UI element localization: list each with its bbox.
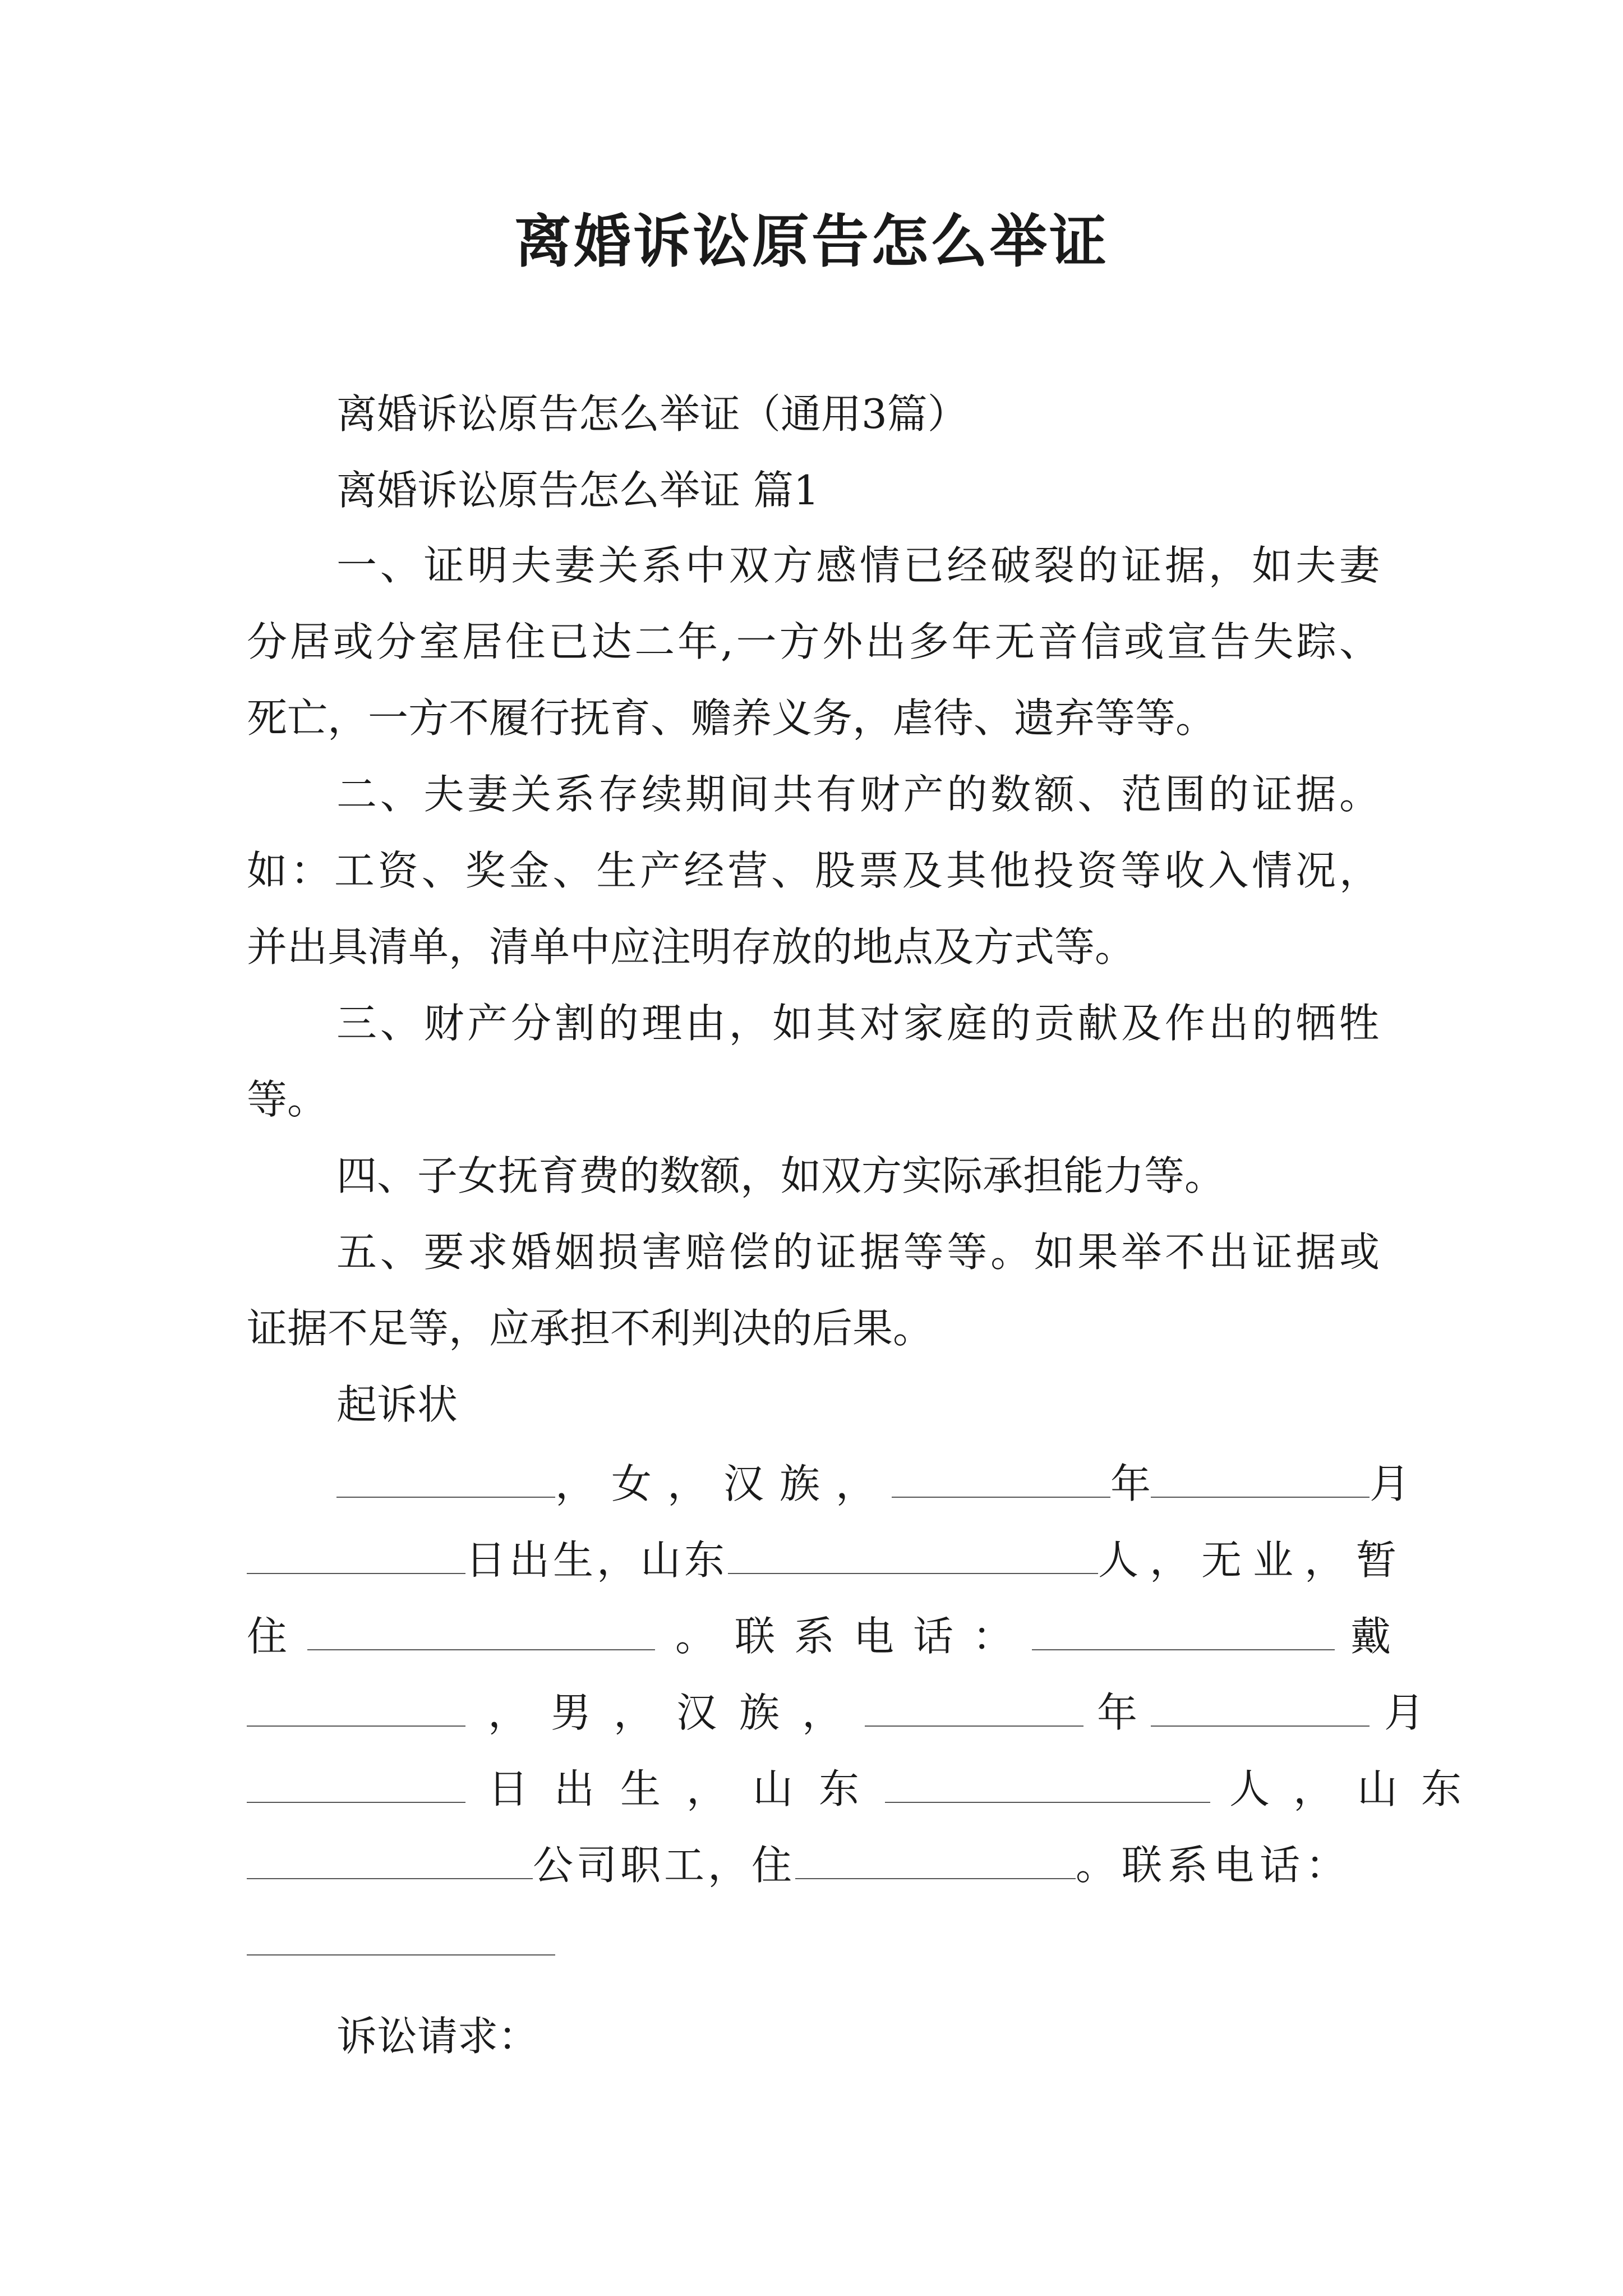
paragraph-2-line-2: 如：工资、奖金、生产经营、股票及其他投资等收入情况， <box>247 847 1380 894</box>
paragraph-3-line-1: 三、财产分割的理由，如其对家庭的贡献及作出的牺牲 <box>336 1000 1380 1047</box>
hometown-blank[interactable] <box>885 1758 1210 1803</box>
paragraph-1-line-2: 分居或分室居住已达二年,一方外出多年无音信或宣告失踪、 <box>247 618 1380 665</box>
form-text: 公司职工，住 <box>533 1842 796 1889</box>
form-line-5 <box>247 1758 1486 1814</box>
year-blank[interactable] <box>865 1682 1083 1727</box>
form-text: 人，无业，暂 <box>1098 1536 1408 1584</box>
form-line-4 <box>247 1682 1425 1738</box>
company-blank[interactable] <box>247 1834 533 1879</box>
section-heading: 离婚诉讼原告怎么举证 篇1 <box>336 467 819 514</box>
phone-blank[interactable] <box>247 1911 555 1955</box>
name-blank[interactable] <box>247 1682 465 1727</box>
form-text: 月 <box>1384 1689 1425 1736</box>
form-text: 。联系电话： <box>675 1613 1032 1660</box>
residence-blank[interactable] <box>795 1834 1076 1879</box>
paragraph-5-line-1: 五、要求婚姻损害赔偿的证据等等。如果举不出证据或 <box>336 1228 1380 1276</box>
paragraph-4-line-1: 四、子女抚育费的数额，如双方实际承担能力等。 <box>336 1152 1225 1199</box>
day-blank[interactable] <box>247 1529 465 1574</box>
form-text: 日出生，山东 <box>465 1536 728 1584</box>
paragraph-2-line-1: 二、夫妻关系存续期间共有财产的数额、范围的证据。 <box>336 771 1380 818</box>
complaint-heading: 起诉状 <box>336 1381 458 1428</box>
paragraph-5-line-2: 证据不足等，应承担不利判决的后果。 <box>247 1305 934 1352</box>
month-blank[interactable] <box>1151 1453 1370 1498</box>
subtitle: 离婚诉讼原告怎么举证（通用3篇） <box>336 390 968 438</box>
paragraph-2-line-3: 并出具清单，清单中应注明存放的地点及方式等。 <box>247 923 1136 970</box>
form-line-7 <box>247 1911 1380 1967</box>
form-line-2 <box>247 1529 1408 1585</box>
form-text: 。联系电话： <box>1076 1842 1352 1889</box>
document-title: 离婚诉讼原告怎么举证 <box>514 208 1109 275</box>
hometown-blank[interactable] <box>728 1529 1098 1574</box>
form-text: 人，山东 <box>1229 1765 1486 1812</box>
form-line-6 <box>247 1834 1380 1890</box>
form-text: 日出生，山东 <box>488 1765 886 1812</box>
claims-heading: 诉讼请求： <box>336 2013 539 2060</box>
paragraph-1-line-1: 一、证明夫妻关系中双方感情已经破裂的证据，如夫妻 <box>336 542 1380 589</box>
form-text: ，男，汉族， <box>488 1689 865 1736</box>
paragraph-3-line-2: 等。 <box>247 1076 328 1123</box>
address-blank[interactable] <box>307 1605 655 1650</box>
month-blank[interactable] <box>1151 1682 1370 1727</box>
form-line-1 <box>336 1453 1410 1509</box>
paragraph-1-line-3: 死亡，一方不履行抚育、赡养义务，虐待、遗弃等等。 <box>247 694 1216 742</box>
name-blank[interactable] <box>336 1453 555 1498</box>
form-text: 住 <box>247 1613 288 1660</box>
day-blank[interactable] <box>247 1758 465 1803</box>
form-text: 年 <box>1110 1460 1151 1507</box>
form-text: 月 <box>1370 1460 1410 1507</box>
form-text: 年 <box>1097 1689 1138 1736</box>
year-blank[interactable] <box>892 1453 1110 1498</box>
form-text: 戴 <box>1350 1613 1391 1660</box>
form-text: ，女，汉族， <box>555 1460 892 1507</box>
form-line-3 <box>247 1605 1391 1662</box>
phone-blank[interactable] <box>1032 1605 1335 1650</box>
